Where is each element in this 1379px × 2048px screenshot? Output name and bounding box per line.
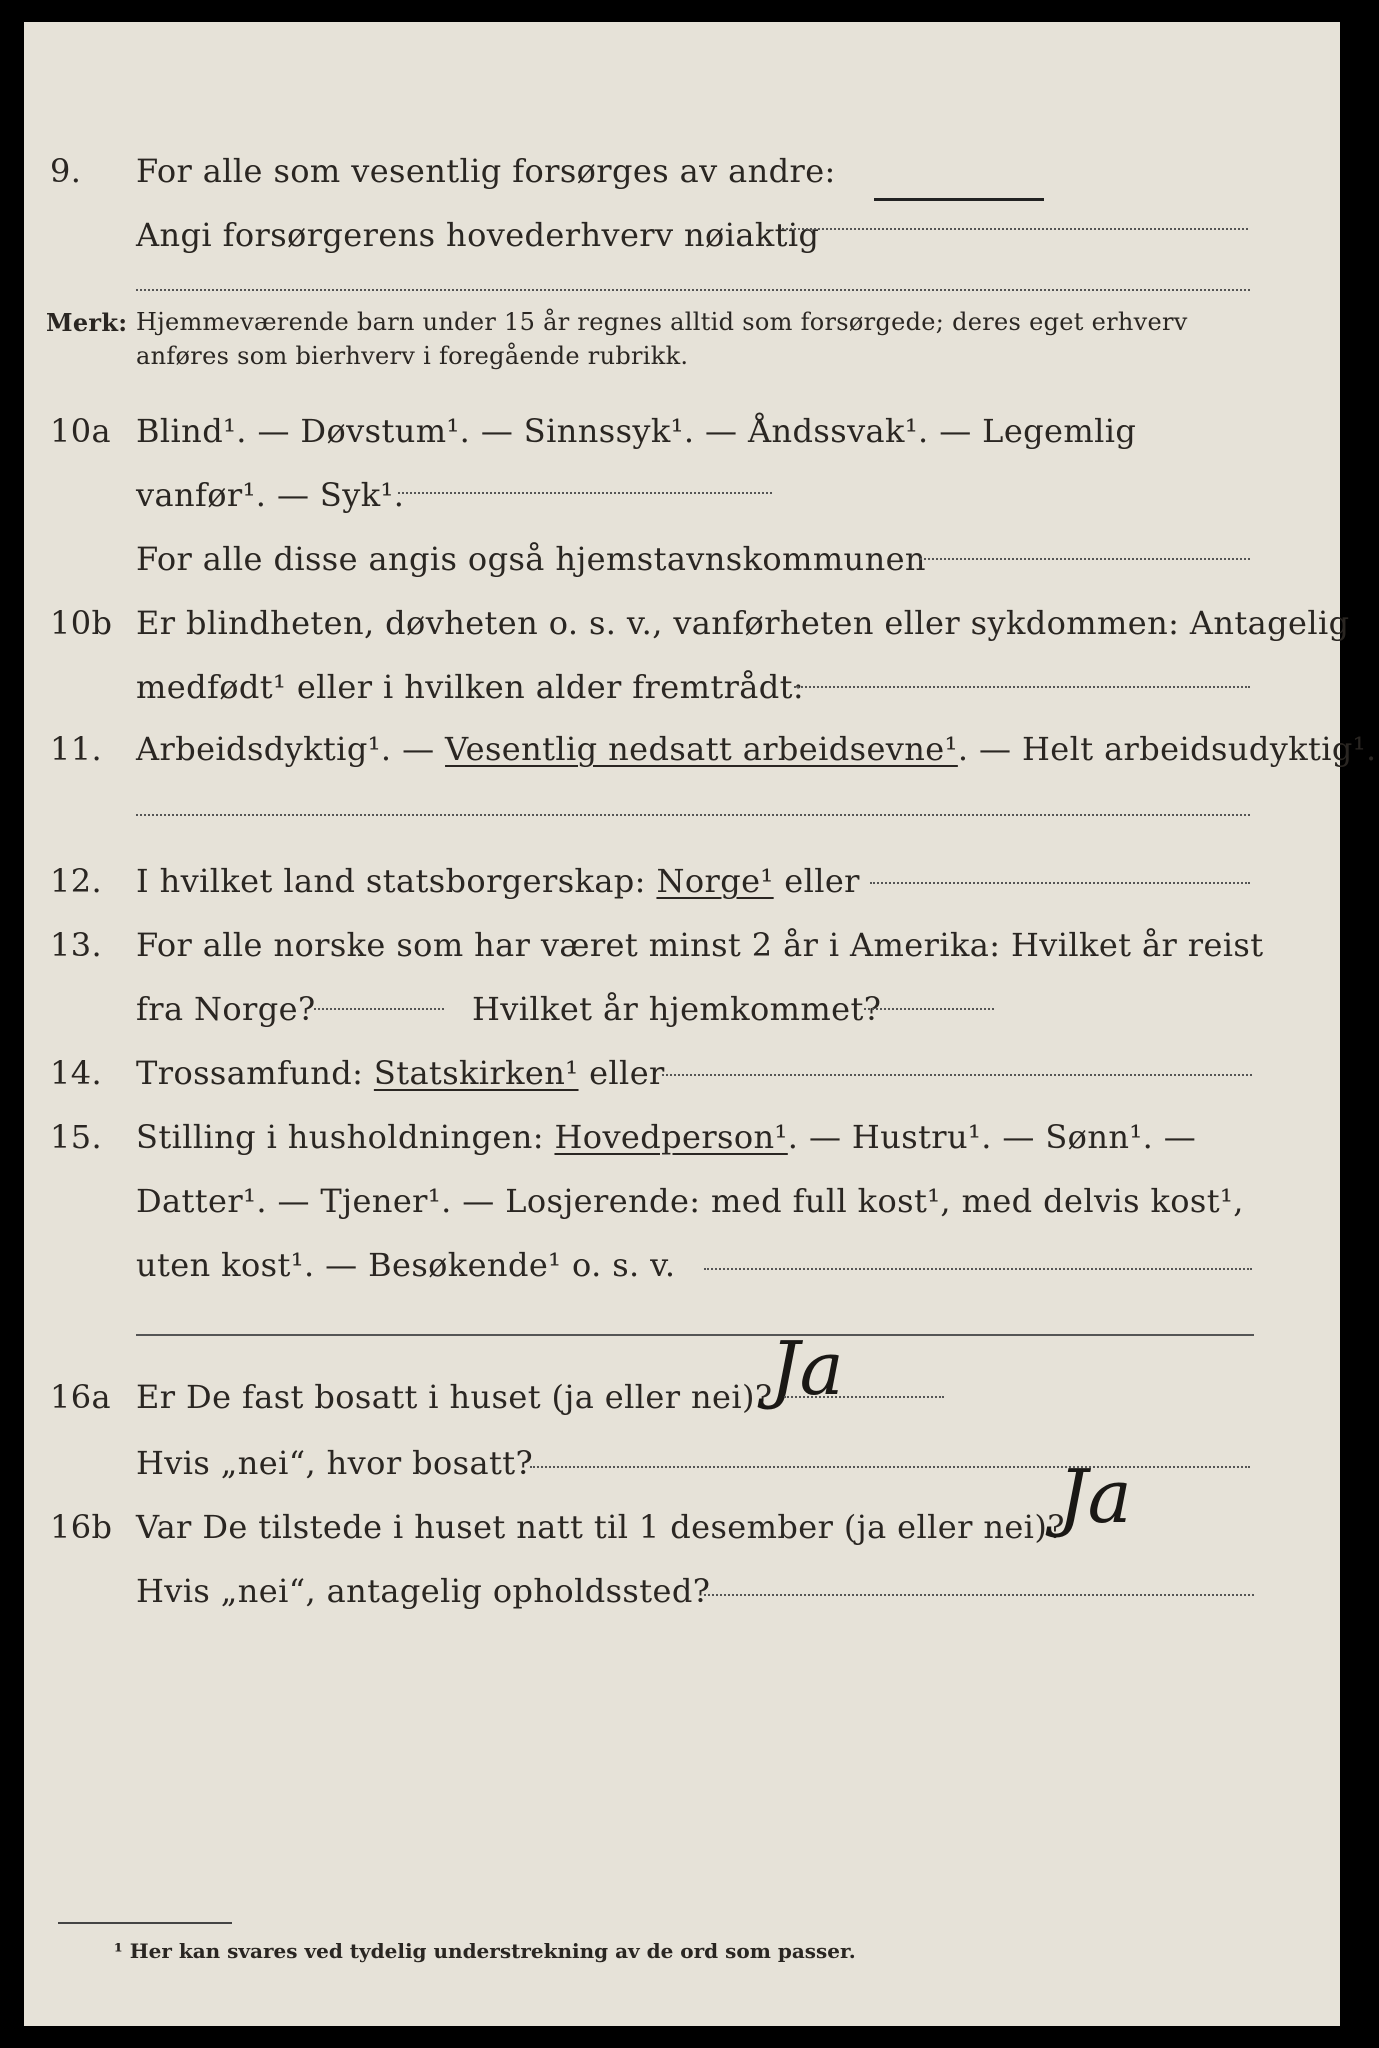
q10a-text-2: vanfør¹. — Syk¹. xyxy=(136,476,405,514)
q10a-number: 10a xyxy=(50,412,111,450)
q15-row xyxy=(24,1106,1340,1166)
q15-text-pre: Stilling i husholdningen: xyxy=(136,1118,555,1156)
q15-rule xyxy=(136,1334,1254,1336)
q13-text-2a: fra Norge? xyxy=(136,990,316,1028)
q15-row-3 xyxy=(24,1234,1340,1294)
q12-row xyxy=(24,850,1340,910)
q10a-row xyxy=(24,400,1340,460)
footnote: ¹ Her kan svares ved tydelig understrekning av de ord som passer. xyxy=(114,1939,856,1963)
q10a-kommune-line[interactable] xyxy=(920,558,1250,560)
q10a-text-3: For alle disse angis også hjemstavnskommunen xyxy=(136,540,926,578)
q9-answer-line[interactable] xyxy=(782,228,1248,230)
q11-text-pre: Arbeidsdyktig¹. — xyxy=(136,730,446,768)
q15-text-3: uten kost¹. — Besøkende¹ o. s. v. xyxy=(136,1246,676,1284)
q10a-answer-line[interactable] xyxy=(398,492,772,494)
q16b-row-2 xyxy=(24,1560,1340,1620)
q13-text: For alle norske som har været minst 2 år i Amerika: Hvilket år reist xyxy=(136,926,1264,964)
q16a-text-2: Hvis „nei“, hvor bosatt? xyxy=(136,1444,534,1482)
q14-row xyxy=(24,1042,1340,1102)
merk-text-2: anføres som bierhverv i foregående rubrikk. xyxy=(136,342,689,370)
q14-answer-line[interactable] xyxy=(662,1074,1252,1076)
q16a-handwritten-answer[interactable]: Ja xyxy=(770,1326,844,1412)
q11-selected-option[interactable]: Vesentlig nedsatt arbeidsevne¹ xyxy=(445,730,958,768)
q9-row xyxy=(24,140,1340,200)
q15-text-post: . — Hustru¹. — Sønn¹. — xyxy=(787,1118,1197,1156)
q14-number: 14. xyxy=(50,1054,103,1092)
q10b-answer-line[interactable] xyxy=(794,686,1250,688)
q15-selected-option[interactable]: Hovedperson¹ xyxy=(554,1118,788,1156)
q9-number: 9. xyxy=(50,152,82,190)
q15-answer-line[interactable] xyxy=(704,1268,1252,1270)
q12-number: 12. xyxy=(50,862,103,900)
q16a-row xyxy=(24,1366,1340,1426)
q11-number: 11. xyxy=(50,730,103,768)
q15-row-2 xyxy=(24,1170,1340,1230)
q11-row xyxy=(24,718,1377,778)
q11-answer-line[interactable] xyxy=(136,814,1250,816)
footnote-rule xyxy=(58,1922,232,1924)
q14-selected-option[interactable]: Statskirken¹ xyxy=(373,1054,579,1092)
q12-text-pre: I hvilket land statsborgerskap: xyxy=(136,862,657,900)
q16b-row xyxy=(24,1496,1340,1556)
q15-number: 15. xyxy=(50,1118,103,1156)
q13-number: 13. xyxy=(50,926,103,964)
q9-row-2 xyxy=(24,204,1340,264)
q9-answer-line-2[interactable] xyxy=(136,289,1250,291)
q16a-text: Er De fast bosatt i huset (ja eller nei)? xyxy=(136,1378,773,1416)
merk-note xyxy=(46,308,1188,337)
census-form-page xyxy=(24,22,1377,2026)
q10a-text: Blind¹. — Døvstum¹. — Sinnssyk¹. — Åndssvak¹. — Legemlig xyxy=(136,412,1137,450)
q13-reist-line[interactable] xyxy=(314,1008,444,1010)
q10b-text: Er blindheten, døvheten o. s. v., vanførheten eller sykdommen: Antagelig xyxy=(136,604,1350,642)
q12-text-post: eller xyxy=(773,862,860,900)
q16b-opholdssted-line[interactable] xyxy=(704,1594,1254,1596)
q16a-number: 16a xyxy=(50,1378,111,1416)
q11-text-post: . — Helt arbeidsudyktig¹. xyxy=(957,730,1377,768)
q9-text: For alle som vesentlig forsørges av andre: xyxy=(136,152,836,190)
q16a-answer-line[interactable] xyxy=(784,1396,944,1398)
q10b-number: 10b xyxy=(50,604,113,642)
q13-text-2b: Hvilket år hjemkommet? xyxy=(472,990,882,1028)
q10a-row-2 xyxy=(24,464,1340,524)
q14-text-post: eller xyxy=(578,1054,665,1092)
q16a-bosatt-line[interactable] xyxy=(530,1466,1250,1468)
merk-text-1: Hjemmeværende barn under 15 år regnes alltid som forsørgede; deres eget erhverv xyxy=(136,308,1188,336)
q16b-number: 16b xyxy=(50,1508,113,1546)
q9-text-2: Angi forsørgerens hovederhverv nøiaktig xyxy=(136,216,820,254)
q16b-text: Var De tilstede i huset natt til 1 desember (ja eller nei)? xyxy=(136,1508,1065,1546)
q9-handwritten-dash xyxy=(874,198,1044,201)
q16b-text-2: Hvis „nei“, antagelig opholdssted? xyxy=(136,1572,711,1610)
q13-row xyxy=(24,914,1340,974)
q13-hjemkommet-line[interactable] xyxy=(864,1008,994,1010)
merk-label: Merk: xyxy=(46,308,128,337)
q16b-handwritten-answer[interactable]: Ja xyxy=(1058,1454,1132,1540)
q13-row-2 xyxy=(24,978,1340,1038)
q10b-row xyxy=(24,592,1350,652)
q15-text-2: Datter¹. — Tjener¹. — Losjerende: med full kost¹, med delvis kost¹, xyxy=(136,1182,1244,1220)
q16a-row-2 xyxy=(24,1432,1340,1492)
q10b-text-2: medfødt¹ eller i hvilken alder fremtrådt: xyxy=(136,668,805,706)
q12-answer-line[interactable] xyxy=(870,882,1250,884)
q14-text-pre: Trossamfund: xyxy=(136,1054,374,1092)
q12-selected-option[interactable]: Norge¹ xyxy=(656,862,774,900)
